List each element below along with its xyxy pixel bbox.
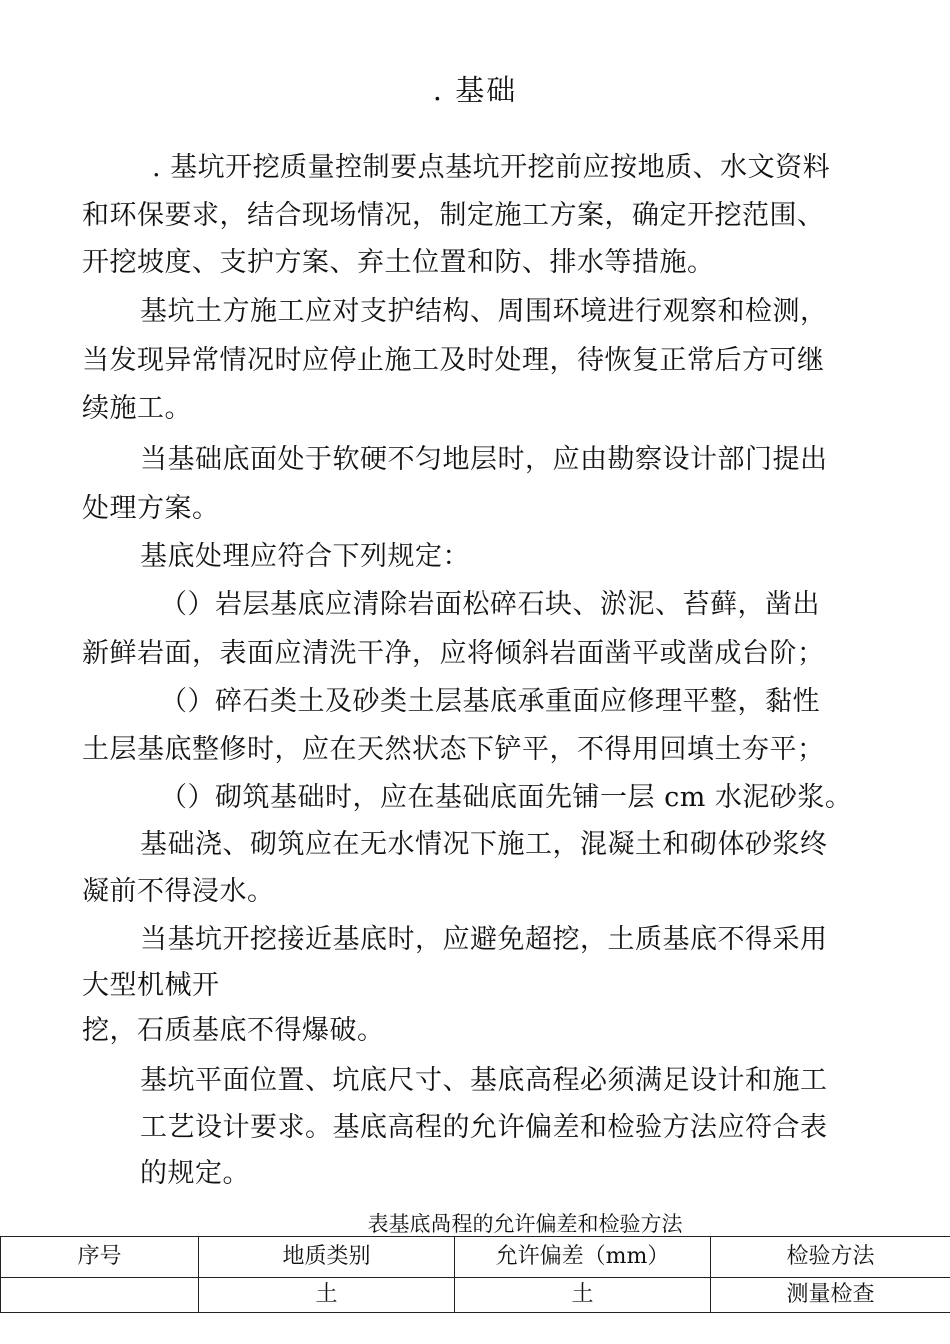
list-item-line: 新鲜岩面，表面应清洗干净，应将倾斜岩面凿平或凿成台阶； [82,638,825,669]
paragraph-line: 当基坑开挖接近基底时，应避免超挖，土质基底不得采用 [140,924,828,955]
paragraph-line: 凝前不得浸水。 [82,876,275,907]
cell-geology-type: 土 [199,1278,455,1313]
paragraph-line: 基坑平面位置、坑底尺寸、基底高程必须满足设计和施工 [140,1065,828,1096]
paragraph-line: 当发现异常情况时应停止施工及时处理，待恢复正常后方可继 [82,345,825,376]
cell-inspection-method: 测量检查 [711,1278,950,1313]
paragraph-line: 当基础底面处于软硬不匀地层时，应由勘察设计部门提出 [140,444,828,475]
paragraph-line: 工艺设计要求。基底高程的允许偏差和检验方法应符合表 [140,1112,828,1143]
paragraph-line: 和环保要求，结合现场情况，制定施工方案，确定开挖范围、 [82,200,825,231]
table-row [1,1278,950,1313]
paragraph-line: 开挖坡度、支护方案、弃土位置和防、排水等措施。 [82,247,715,278]
paragraph-line: 基础浇、砌筑应在无水情况下施工，混凝土和砌体砂浆终 [140,829,828,860]
paragraph-line: 续施工。 [82,393,192,424]
list-item-line: （）岩层基底应清除岩面松碎石块、淤泥、苔藓，凿出 [160,589,820,620]
header-index: 序号 [1,1237,199,1278]
paragraph-line: 挖，石质基底不得爆破。 [82,1015,385,1046]
tolerance-table [0,1236,950,1313]
header-tolerance: 允许偏差（mm） [455,1237,711,1278]
section-title: . 基础 [432,73,518,107]
paragraph-line: 基底处理应符合下列规定： [140,541,470,572]
list-item-line: （）砌筑基础时，应在基础底面先铺一层 cm 水泥砂浆。 [160,782,853,813]
paragraph-line: 处理方案。 [82,493,220,524]
paragraph-line: 的规定。 [140,1158,250,1189]
header-inspection-method: 检验方法 [711,1237,950,1278]
paragraph-line: . 基坑开挖质量控制要点基坑开挖前应按地质、水文资料 [152,152,831,183]
table-caption: 表基底咼程的允许偏差和检验方法 [367,1212,683,1236]
cell-tolerance: 土 [455,1278,711,1313]
table-header-row [1,1237,950,1278]
list-item-line: 土层基底整修时，应在天然状态下铲平，不得用回填土夯平； [82,734,825,765]
paragraph-line: 基坑土方施工应对支护结构、周围环境进行观察和检测， [140,296,828,327]
header-geology-type: 地质类别 [199,1237,455,1278]
cell-index [1,1278,199,1313]
list-item-line: （）碎石类土及砂类土层基底承重面应修理平整，黏性 [160,686,820,717]
paragraph-line: 大型机械开 [82,970,220,1001]
